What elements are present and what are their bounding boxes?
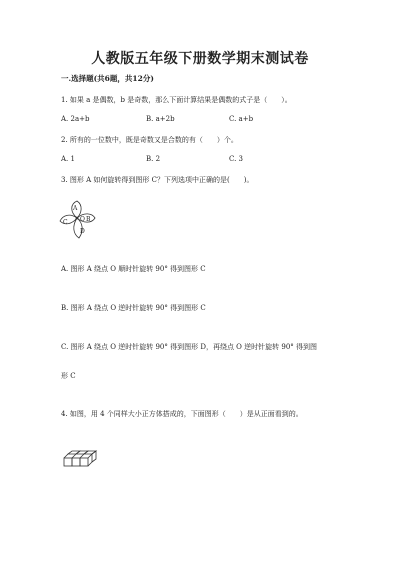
figure-label-d: D (80, 228, 85, 235)
rotation-figure (56, 196, 106, 246)
question-3-option-b[interactable]: B. 图形 A 绕点 O 逆时针旋转 90° 得到图形 C (61, 304, 206, 312)
question-3-option-c-cont[interactable]: 形 C (61, 372, 76, 380)
question-1-option-c[interactable]: C. a+b (229, 115, 254, 123)
question-2-option-a[interactable]: A. 1 (61, 155, 75, 163)
question-2-stem: 2. 所有的一位数中，既是奇数又是合数的有（ ）个。 (61, 136, 238, 144)
page-title: 人教版五年级下册数学期末测试卷 (91, 51, 309, 67)
question-3-option-c[interactable]: C. 图形 A 绕点 O 逆时针旋转 90° 得到图形 D，再绕点 O 逆时针旋转 90° 得到图 (61, 343, 317, 351)
figure-label-c: C (63, 219, 68, 226)
question-4-stem: 4. 如图，用 4 个同样大小正方体搭成的，下面图形（ ）是从正面看到的。 (61, 410, 303, 418)
figure-label-b: B (86, 216, 91, 223)
question-1-option-a[interactable]: A. 2a+b (61, 115, 90, 123)
question-1-option-b[interactable]: B. a+2b (146, 115, 175, 123)
question-2-option-b[interactable]: B. 2 (146, 155, 161, 163)
section-heading: 一.选择题(共6题，共12分) (61, 74, 154, 83)
question-2-option-c[interactable]: C. 3 (229, 155, 244, 163)
figure-label-o: O (80, 216, 85, 223)
question-3-option-a[interactable]: A. 图形 A 绕点 O 顺时针旋转 90° 得到图形 C (61, 265, 206, 273)
figure-pivot-o (76, 217, 78, 219)
question-1-stem: 1. 如果 a 是偶数，b 是奇数，那么下面计算结果是偶数的式子是（ ）。 (61, 96, 292, 104)
cube-stack-figure (60, 450, 100, 472)
figure-label-a: A (73, 205, 78, 212)
question-3-stem: 3. 图形 A 如何旋转得到图形 C？下列选项中正确的是( )。 (61, 176, 254, 184)
